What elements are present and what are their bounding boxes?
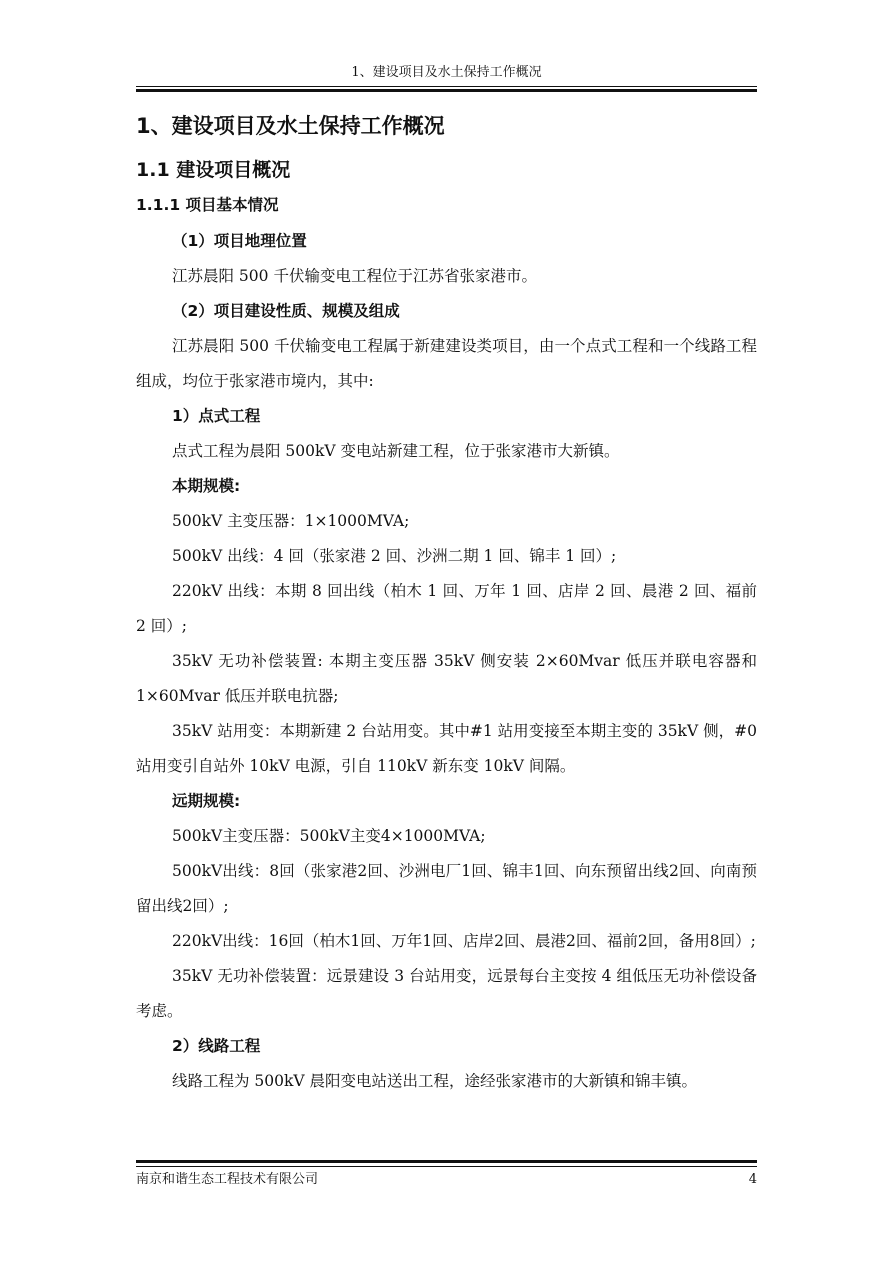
line-project-paragraph: 线路工程为 500kV 晨阳变电站送出工程，途经张家港市的大新镇和锦丰镇。 <box>172 1072 698 1090</box>
running-header: 1、建设项目及水土保持工作概况 <box>351 65 542 80</box>
point-project-paragraph: 点式工程为晨阳 500kV 变电站新建工程，位于张家港市大新镇。 <box>172 442 620 460</box>
future-scale-item: 220kV出线：16回（柏木1回、万年1回、店岸2回、晨港2回、福前2回，备用8回）; <box>172 932 756 950</box>
future-scale-heading: 远期规模: <box>172 792 241 810</box>
current-scale-item: 35kV 站用变：本期新建 2 台站用变。其中#1 站用变接至本期主变的 35kV 侧，#0 站用变引自站外 10kV 电源，引自 110kV 新东变 10kV 间隔。 <box>136 722 757 775</box>
future-scale-item: 500kV主变压器：500kV主变4×1000MVA; <box>172 827 486 845</box>
header-rule-thick <box>136 89 757 92</box>
current-scale-item: 500kV 主变压器：1×1000MVA; <box>172 512 410 530</box>
future-scale-item: 500kV出线：8回（张家港2回、沙洲电厂1回、锦丰1回、向东预留出线2回、向南预留出线2回）; <box>136 862 757 915</box>
future-scale-item: 35kV 无功补偿装置：远景建设 3 台站用变，远景每台主变按 4 组低压无功补偿设备考虑。 <box>136 967 757 1020</box>
current-scale-item: 35kV 无功补偿装置: 本期主变压器 35kV 侧安装 2×60Mvar 低压并联电容器和 1×60Mvar 低压并联电抗器; <box>136 652 757 705</box>
footer-rule-thin <box>136 1166 757 1167</box>
nature-paragraph: 江苏晨阳 500 千伏输变电工程属于新建建设类项目，由一个点式工程和一个线路工程组成，均位于张家港市境内，其中: <box>136 337 757 390</box>
header-rule-thin <box>136 86 757 87</box>
current-scale-item: 500kV 出线：4 回（张家港 2 回、沙洲二期 1 回、锦丰 1 回）; <box>172 547 617 565</box>
footer-rule-thick <box>136 1160 757 1163</box>
page-number: 4 <box>748 1172 757 1187</box>
line-project-heading: 2）线路工程 <box>172 1037 261 1055</box>
subsection-title: 1.1.1 项目基本情况 <box>136 196 279 214</box>
current-scale-item: 220kV 出线：本期 8 回出线（柏木 1 回、万年 1 回、店岸 2 回、晨港 2 回、福前 2 回）; <box>136 582 757 635</box>
geo-heading: （1）项目地理位置 <box>172 232 307 250</box>
chapter-title: 1、建设项目及水土保持工作概况 <box>136 114 445 138</box>
nature-heading: （2）项目建设性质、规模及组成 <box>172 302 400 320</box>
page-body <box>136 112 757 1099</box>
current-scale-heading: 本期规模: <box>172 477 241 495</box>
section-title: 1.1 建设项目概况 <box>136 159 291 181</box>
point-project-heading: 1）点式工程 <box>172 407 261 425</box>
footer-company: 南京和谐生态工程技术有限公司 <box>136 1172 319 1187</box>
geo-paragraph: 江苏晨阳 500 千伏输变电工程位于江苏省张家港市。 <box>172 267 537 285</box>
